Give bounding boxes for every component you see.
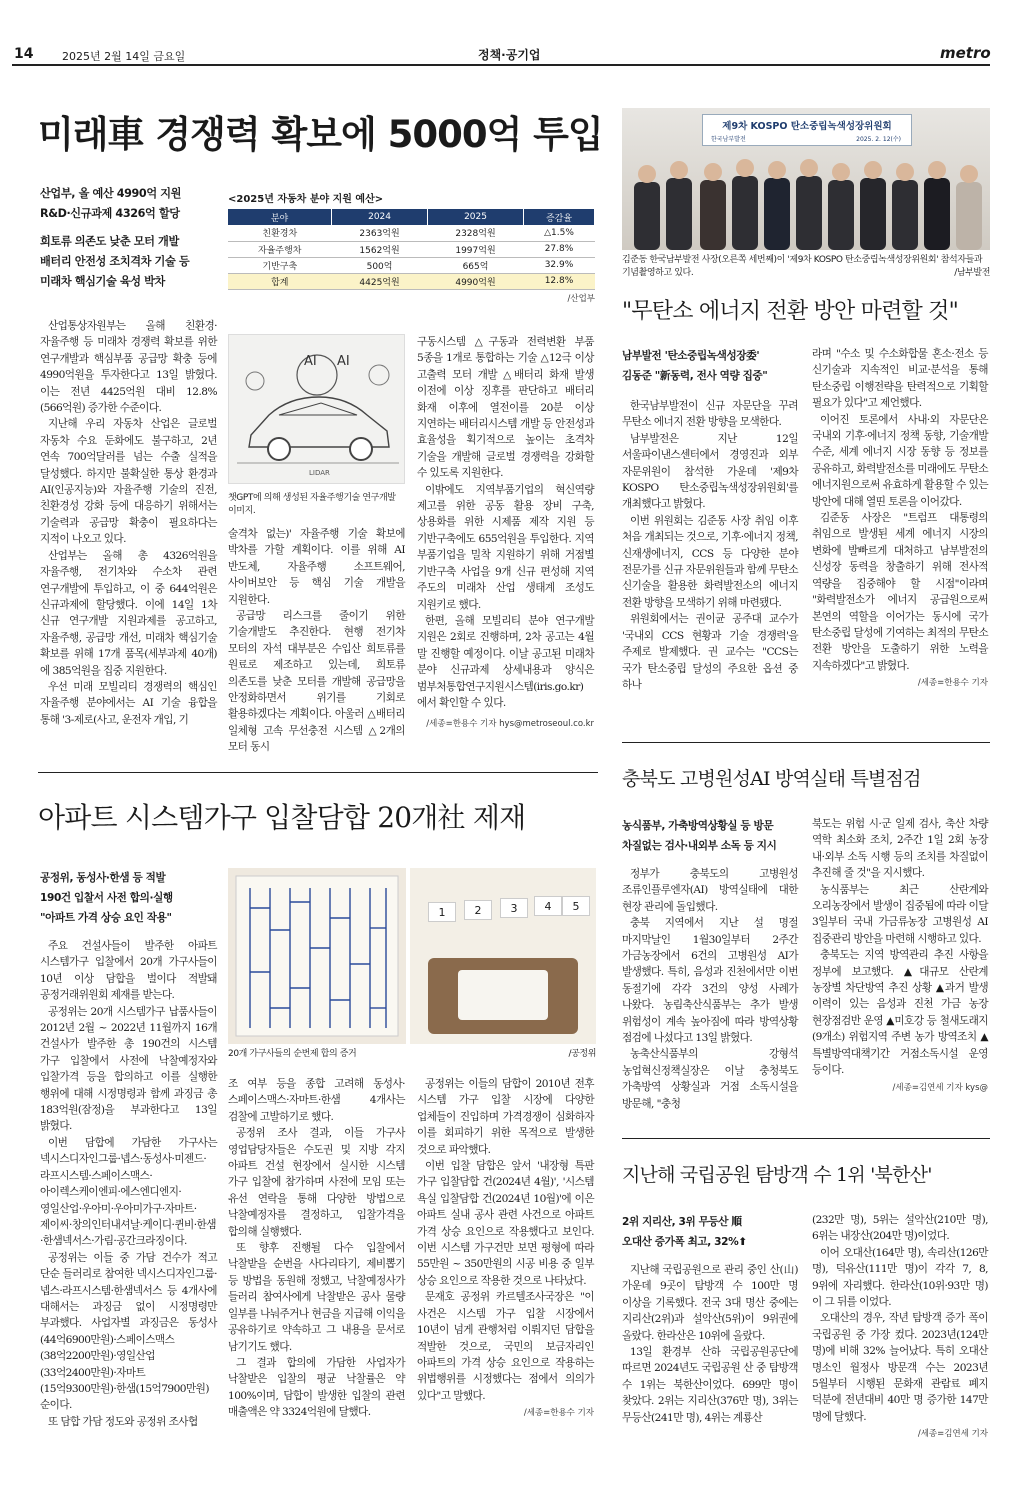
subheads (622, 346, 802, 386)
table-cell: 4425억원 (332, 273, 428, 289)
kospo-group-photo (622, 108, 990, 250)
table-cell: 2328억원 (428, 225, 524, 241)
byline: /세종=한용수 기자 hys@metroseoul.co.kr (426, 719, 594, 730)
caption-credit: /남부발전 (954, 268, 990, 278)
paragraph: 우선 미래 모빌리티 경쟁력의 핵심인 자율주행 분야에서는 AI 기술 융합을 통해 '3-제로(사고, 운전자 개입, 기 (40, 680, 217, 726)
ai-car-illustration (228, 334, 405, 484)
paragraph: 술격차 없는)' 자율주행 기술 확보에 박차를 가할 계획이다. 이를 위해 AI 반도체, 자율주행 소프트웨어, 사이버보안 등 핵심 기술 개발을 지원한다. (228, 528, 405, 606)
subheads (622, 816, 802, 856)
card-number: 5 (562, 896, 590, 916)
paragraph: 공정위 조사 결과, 이들 가구사 영업담당자들은 수도권 및 지방 각지 아파트 건설 현장에서 실시한 시스템 가구 입찰에 참가하며 사전에 모임 또는 유선 연락을 통해 다양한 방법으로 낙찰예정자를 결정하고, 입찰가격을 합의해 실행했다. (228, 1127, 405, 1238)
ladder-drawing-photo (228, 868, 406, 1044)
banner-logo: 한국남부발전 (711, 136, 746, 143)
caption-text: 20개 가구사들의 순번제 합의 증거 (228, 1049, 357, 1059)
paragraph: 이번 입찰 담합은 앞서 '내장형 특판 가구 입찰담합 건(2024년 4월)', '시스템 욕실 입찰담합 건(2024년 10월)'에 이은 아파트 실내 공사 관련 사건으로 아파트 가격 상승 요인으로 작용했다고 보인다. 이번 시스템 가구건만 보면 평형에 따라 55만원 ~ 350만원의 시공 비용 중 일부 상승 요인으로 작용한 것으로 나타났다. (417, 1160, 594, 1287)
headline: "무탄소 에너지 전환 방안 마련할 것" (622, 299, 958, 324)
svg-text:AI: AI (337, 354, 350, 369)
paragraph: 산업부는 올해 총 4326억원을 자율주행, 전기차와 수소차 관련 연구개발에 투입하고, 이 중 644억원은 신규과제에 할당했다. 이에 14일 1차 신규 연구개발 지원과제를 공고하고, 자율주행, 공급망 개선, 미래차 핵심기술 확보를 위해 17개 품목(세부과제 40개)에 385억원을 집중 지원한다. (40, 549, 217, 677)
paragraph: 한편, 올해 모빌리티 분야 연구개발 지원은 2회로 진행하며, 2차 공고는 4월 말 진행할 예정이다. 이날 공고된 미래차 분야 신규과제 상세내용과 양식은 범부처통합연구지원시스템(iris.go.kr)에서 확인할 수 있다. (417, 614, 594, 709)
table-row (228, 257, 595, 273)
caption-text: 김준동 한국남부발전 사장(오른쪽 세번째)이 '제9차 KOSPO 탄소중립녹색성장위원회' 참석자들과 기념촬영하고 있다. (622, 255, 983, 278)
header-divider (12, 64, 990, 66)
card-number: 1 (428, 902, 456, 922)
table-cell: 기반구축 (228, 257, 332, 273)
table-header: 분야 (228, 209, 332, 225)
brand-logo: metro (940, 44, 991, 62)
table-credit: /산업부 (567, 293, 595, 304)
body-col-2 (812, 346, 988, 688)
subhead: 배터리 안전성 조치격차 기술 등 (40, 255, 190, 268)
paragraph: 남부발전은 지난 12일 서울파이낸스센터에서 경영진과 외부 자문위원이 참석한 가운데 '제9차 KOSPO 탄소중립녹색성장위원회'를 개최했다고 밝혔다. (622, 432, 798, 511)
budget-table (228, 209, 595, 290)
paragraph: 한국남부발전이 신규 자문단을 꾸려 무탄소 에너지 전환 방향을 모색한다. (622, 400, 798, 429)
paragraph: 김준동 사장은 "트럼프 대통령의 취임으로 발생된 세계 에너지 시장의 변화에 발빠르게 대처하고 남부발전의 신성장 동력을 창출하기 위해 전사적 역량을 집중해야 할 시점"이라며 "화력발전소가 에너지 공급원으로써 본연의 역할을 이어가는 동시에 국가 탄소중립 달성에 기여하는 최적의 무탄소 전환 방안을 도출하기 위한 노력을 지속하겠다"고 밝혔다. (812, 512, 988, 672)
byline: /세종=김연세 기자 kys@ (892, 1082, 988, 1093)
card-number: 2 (464, 900, 492, 920)
table-row (228, 241, 595, 257)
body-col-2 (812, 816, 988, 1093)
body-col-2 (228, 526, 405, 756)
subhead: 남부발전 '탄소중립녹색성장委' (622, 350, 760, 362)
byline: /세종=김연세 기자 (917, 1429, 988, 1440)
body-col-3 (417, 1076, 594, 1418)
table-row (228, 225, 595, 241)
paragraph: 공정위는 이들의 담합이 2010년 전후 시스템 가구 입찰 시장에 다양한 업체들이 진입하며 가격경쟁이 심화하자 이를 회피하기 위한 목적으로 발생한 것으로 파악했다. (417, 1078, 594, 1156)
paragraph: 조 여부 등을 종합 고려해 동성사·스페이스맥스·자마트·한샘 4개사는 검찰에 고발하기로 했다. (228, 1078, 405, 1123)
paragraph: 농축산식품부의 강형석 농업혁신정책실장은 이날 충청북도 가축방역 상황실과 거점 소독시설을 방문해, "충청 (622, 1048, 798, 1110)
paragraph: 충북 지역에서 지난 설 명절 마지막날인 1월30일부터 2주간 가금농장에서 6건의 고병원성 AI가 발생했다. 특히, 음성과 진천에서만 이번 동절기에 각각 3건의 양성 사례가 나왔다. 농림축산식품부는 추가 발생 위험성이 계속 높아짐에 따라 방역상황 점검에 나섰다고 13일 밝혔다. (622, 917, 798, 1045)
subhead: 공정위, 동성사·한샘 등 적발 (40, 872, 166, 884)
byline: /세종=한용수 기자 (523, 1408, 594, 1419)
table-cell: 합계 (228, 273, 332, 289)
paragraph: 이번 담합에 가담한 가구사는 넥시스디자인그룹·넵스·동성사·미젠드·라프시스템·스페이스맥스·아이렉스케이엔피·에스엔디엔지·영일산업·우아미·우아미가구·자마트·제이씨·창의인터내셔날·케이디·퀸비·한샘·한샘넥서스·가림·공간크라징이다. (40, 1136, 217, 1248)
paragraph: 공정위는 20개 시스템가구 납품사들이 2012년 2월 ~ 2022년 11월까지 16개 건설사가 발주한 총 190건의 시스템 가구 입찰에서 사전에 낙찰예정자와 입찰가격 등을 합의하고 이를 실행한 행위에 대해 시정명령과 함께 과징금 총 183억원(잠정)을 부과한다고 13일 밝혔다. (40, 1005, 217, 1133)
table-cell: 자율주행차 (228, 241, 332, 257)
paragraph: 그 결과 합의에 가담한 사업자가 낙찰받은 입찰의 평균 낙찰률은 약 100%이며, 담합이 발생한 입찰의 관련 매출액은 약 3324억원에 달했다. (228, 1356, 405, 1419)
subhead: R&D·신규과제 4326억 할당 (40, 207, 180, 220)
body-col-1 (622, 1262, 798, 1426)
subheads (40, 184, 220, 292)
subhead: 산업부, 올 예산 4990억 지원 (40, 187, 182, 200)
subhead: 김동준 "新동력, 전사 역량 집중" (622, 370, 768, 382)
subhead: 2위 지리산, 3위 무등산 順 (622, 1216, 742, 1228)
table-cell: 32.9% (524, 257, 595, 273)
subhead: 희토류 의존도 낮춘 모터 개발 (40, 235, 179, 248)
divider (622, 742, 990, 743)
paragraph: 또 향후 진행될 다수 입찰에서 낙찰받을 순번을 사다리타기, 제비뽑기 등 방법을 동원해 정했고, 낙찰예정사가 들러리 참여사에게 낙찰받은 공사 물량 일부를 나눠주거나 현금을 지급해 이익을 공유하기로 약속하고 그 내용을 문서로 남기기도 했다. (228, 1242, 405, 1353)
budget-table-block (228, 190, 595, 304)
paragraph: 공정위는 이들 중 가담 건수가 적고 단순 들러리로 참여한 넥시스디자인그룹·넵스·라프시스템·한샘넥서스 등 4개사에 대해서는 과징금 없이 시정명령만 부과했다. 사업자별 과징금은 동성사(44억6900만원)·스페이스맥스(38억2200만원)·영일산업(33억2400만원)·자마트(15억9300만원)·한샘(15억7900만원) 순이다. (40, 1251, 217, 1412)
svg-text:LIDAR: LIDAR (309, 469, 330, 477)
divider (38, 772, 598, 773)
banner-date: 2025. 2. 12(수) (856, 136, 901, 143)
caption-credit: /공정위 (568, 1049, 596, 1059)
paragraph: 농식품부는 최근 산란계와 오리농장에서 발생이 집중됨에 따라 이달 3일부터 국내 가금류농장 고병원성 AI 집중관리 방안을 마련해 시행하고 있다. (812, 883, 988, 945)
paragraph: 문재호 공정위 카르텔조사국장은 "이 사건은 시스템 가구 입찰 시장에서 10년이 넘게 관행처럼 이뤄지던 담합을 적발한 것으로, 국민의 보금자리인 아파트의 가격 상승 요인으로 작용하는 위법행위를 시정했다는 점에서 의의가 있다"고 말했다. (417, 1291, 594, 1402)
paragraph: 오대산의 경우, 작년 탐방객 증가 폭이 국립공원 중 가장 컸다. 2023년(124만 명)에 비해 32% 늘어났다. 특히 오대산 명소인 월정사 방문객 수는 2023년 5월부터 시행된 문화재 관람료 폐지 덕분에 전년대비 40만 명 증가한 147만 명에 달했다. (812, 1312, 988, 1423)
headline: 미래車 경쟁력 확보에 5000억 투입 (38, 113, 603, 156)
body-col-1 (40, 938, 217, 1430)
paragraph: 13일 환경부 산하 국립공원공단에 따르면 2024년도 국립공원 산 중 탐방객 수 1위는 북한산이었다. 699만 명이 찾았다. 2위는 지리산(376만 명), 3위는 무등산(241만 명), 4위는 계룡산 (622, 1346, 798, 1424)
paragraph: 지난해 국립공원으로 관리 중인 산(山) 가운데 9곳이 탐방객 수 100만 명 이상을 기록했다. 전국 3대 명산 중에는 지리산(2위)과 설악산(5위)이 9위권에 올랐다. 한라산은 10위에 올랐다. (622, 1264, 798, 1342)
body-col-2 (812, 1212, 988, 1439)
table-cell: 27.8% (524, 241, 595, 257)
table-cell: 665억 (428, 257, 524, 273)
paragraph: 이어진 토론에서 사내·외 자문단은 국내외 기후·에너지 정책 동향, 기술개발 수준, 세계 에너지 시장 동향 등 정보를 공유하고, 화력발전소를 미래에도 무탄소 에너지원으로써 유효하게 활용할 수 있는 방안에 대해 열띤 토론을 이어갔다. (812, 413, 988, 508)
subhead: 미래차 핵심기술 육성 박차 (40, 275, 165, 288)
photo-caption (228, 1048, 596, 1061)
byline: /세종=한용수 기자 (917, 678, 988, 689)
headline: 지난해 국립공원 탐방객 수 1위 '북한산' (622, 1164, 932, 1186)
table-cell: 1562억원 (332, 241, 428, 257)
paragraph: 라며 "수소 및 수소화합물 혼소·전소 등 신기술과 지속적인 비교·분석을 통해 탄소중립 이행전략을 탄력적으로 기획할 필요가 있다"고 제언했다. (812, 348, 988, 410)
table-header: 2024 (332, 209, 428, 225)
table-cell: 2363억원 (332, 225, 428, 241)
section-name: 정책·공기업 (478, 48, 541, 62)
body-col-3 (417, 334, 594, 729)
table-total-row (228, 273, 595, 289)
paragraph: 이어 오대산(164만 명), 속리산(126만 명), 덕유산(111만 명)이 각각 7, 8, 9위에 자리했다. 한라산(10위·93만 명)이 그 뒤를 이었다. (812, 1246, 988, 1309)
photo-banner (702, 114, 912, 146)
table-cell: 1997억원 (428, 241, 524, 257)
paragraph: 충북도는 지역 방역관리 추진 사항을 정부에 보고했다. ▲대규모 산란계 농장별 차단방역 추진 상황 ▲과거 발생 이력이 있는 음성과 진천 가금 농장 현장점검반 운영 ▲미호강 등 철새도래지(9개소) 위험지역 주변 농가 방역조치 ▲특별방역대책기간 거점소독시설 운영 등이다. (812, 949, 988, 1077)
table-cell: △1.5% (524, 225, 595, 241)
subhead: "아파트 가격 상승 요인 작용" (40, 912, 172, 924)
issue-date: 2025년 2월 14일 금요일 (62, 50, 186, 63)
paragraph: 또 담합 가담 정도와 공정위 조사협 (48, 1415, 198, 1428)
paragraph: 주요 건설사들이 발주한 아파트 시스템가구 입찰에서 20개 가구사들이 10년 이상 담합을 벌이다 적발돼 공정거래위원회 제재를 받는다. (40, 940, 217, 1002)
paragraph: 지난해 우리 자동차 산업은 글로벌 자동차 수요 둔화에도 불구하고, 2년 연속 700억달러를 넘는 수출 실적을 달성했다. 하지만 불확실한 통상 환경과 AI(인공지능)와 자율주행 기술의 진전, 친환경성 강화 등에 대응하기 위해서는 기술력과 공급망 확충이 필요하다는 지적이 나오고 있다. (40, 418, 217, 546)
subhead: 190건 입찰서 사전 합의·실행 (40, 892, 173, 904)
table-header: 증감율 (524, 209, 595, 225)
subhead: 차질없는 검사·내외부 소독 등 지시 (622, 840, 777, 852)
body-col-1 (622, 398, 798, 693)
subhead: 오대산 증가폭 최고, 32%⬆ (622, 1236, 747, 1248)
table-cell: 12.8% (524, 273, 595, 289)
paragraph: 공급망 리스크를 줄이기 위한 기술개발도 추진한다. 현행 전기차 모터의 자석 대부분은 수입산 희토류를 원료로 제조하고 있는데, 희토류 의존도를 낮춘 모터를 개발해 공급망을 안정화하면서 위기를 기회로 활용하겠다는 계획이다. 아울러 △배터리 일체형 고속 무선충전 시스템 △2개의 모터 동시 (228, 610, 405, 754)
paragraph: 북도는 위험 시·군 일제 검사, 축산 차량 역학 최소화 조치, 2주간 1일 2회 농장 내·외부 소독 시행 등의 조치를 차질없이 추진해 줄 것"을 지시했다. (812, 818, 988, 880)
card-number: 4 (534, 896, 562, 916)
photo-caption (622, 254, 990, 280)
paragraph: 이번 위원회는 김준동 사장 취임 이후 처음 개최되는 것으로, 기후·에너지 정책, 신재생에너지, CCS 등 다양한 분야 전문가를 신규 자문위원들과 함께 무탄소 신기술을 활용한 화력발전소의 에너지 전환 방향을 모색하기 위해 마련됐다. (622, 514, 798, 609)
table-cell: 4990억원 (428, 273, 524, 289)
table-cell: 500억 (332, 257, 428, 273)
paragraph: (232만 명), 5위는 설악산(210만 명), 6위는 내장산(204만 명)이었다. (812, 1214, 988, 1243)
paragraph: 위원회에서는 권이균 공주대 교수가 '국내외 CCS 현황과 기술 경쟁력'을 주제로 발제했다. 권 교수는 "CCS는 국가 탄소중립 달성의 주요한 옵션 중 하나 (622, 613, 798, 691)
people-silhouettes (622, 148, 990, 250)
body-col-1 (40, 318, 217, 728)
body-col-1 (622, 866, 798, 1112)
subheads (622, 1212, 802, 1252)
paragraph: 구동시스템 △구동과 전력변환 부품 5종을 1개로 통합하는 기술 △12극 이상 고출력 모터 개발 △배터리 화재 발생 이전에 이상 징후를 판단하고 배터리 화재 이후에 열전이를 20분 이상 지연하는 배터리시스템 개발 등 안전성과 효율성을 획기적으로 높이는 초격차 기술을 개발해 글로벌 경쟁력을 강화할 수 있도록 지원한다. (417, 336, 594, 480)
subheads (40, 868, 220, 928)
wooden-table (428, 958, 578, 1034)
paragraph: 산업통상자원부는 올해 친환경·자율주행 등 미래차 경쟁력 확보를 위한 연구개발과 핵심부품 공급망 확충 등에 4990억원을 투자한다고 13일 밝혔다. 이는 전년 4425억원 대비 12.8% (566억원) 증가한 수준이다. (40, 320, 217, 415)
table-cell: 친환경차 (228, 225, 332, 241)
card-number: 3 (500, 898, 528, 918)
paragraph: 이밖에도 지역부품기업의 혁신역량 제고를 위한 공동 활용 장비 구축, 상용화를 위한 시제품 제작 지원 등 기반구축에도 655억원을 투입한다. 지역 부품기업을 밀착 지원하기 위해 거점별 기반구축 사업을 9개 신규 편성해 지역 주도의 미래차 산업 생태계 조성도 지원키로 했다. (417, 483, 594, 611)
banner-text: 제9차 KOSPO 탄소중립녹색성장위원회 (722, 121, 892, 132)
page-number: 14 (14, 46, 34, 62)
table-title: <2025년 자동차 분야 지원 예산> (228, 194, 384, 205)
paragraph: 정부가 충북도의 고병원성 조류인플루엔자(AI) 방역실태에 대한 현장 관리에 돌입했다. (622, 868, 798, 913)
numbered-cards-photo (410, 868, 596, 1044)
subhead: 농식품부, 가축방역상황실 등 방문 (622, 820, 774, 832)
body-col-2 (228, 1076, 405, 1421)
headline: 충북도 고병원성AI 방역실태 특별점검 (622, 768, 921, 790)
svg-text:AI: AI (304, 354, 317, 369)
headline: 아파트 시스템가구 입찰담합 20개社 제재 (38, 801, 526, 834)
image-caption: 챗GPT에 의해 생성된 자율주행기술 연구개발 이미지. (228, 493, 396, 516)
divider (622, 1138, 990, 1139)
table-header: 2025 (428, 209, 524, 225)
